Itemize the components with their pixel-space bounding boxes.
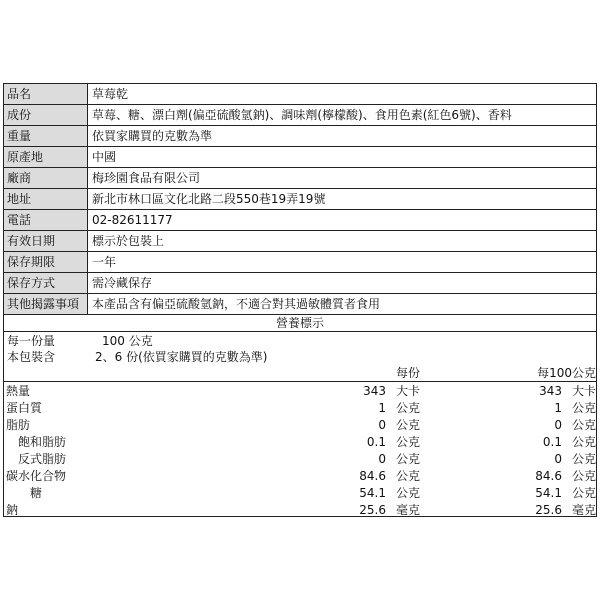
info-row (4, 231, 596, 252)
info-row-value: 02-82611177 (92, 213, 173, 227)
info-row (4, 294, 596, 315)
per-100g-value: 84.6 (535, 469, 562, 483)
per-serving-value: 1 (378, 401, 386, 415)
info-row (4, 84, 596, 105)
nutrition-row (4, 400, 596, 417)
per-100g-value: 343 (539, 384, 562, 398)
nutrition-title: 營養標示 (4, 315, 596, 332)
info-row-value: 標示於包裝上 (92, 234, 165, 248)
info-row (4, 168, 596, 189)
per-serving-value: 0 (378, 418, 386, 432)
nutrition-header-divider (4, 381, 596, 382)
per-serving-unit: 公克 (395, 435, 420, 449)
nutrition-row (4, 383, 596, 400)
nutrient-name: 糖 (30, 486, 43, 500)
info-row-value: 草莓、糖、漂白劑(偏亞硫酸氫鈉)、調味劑(檸檬酸)、食用色素(紅色6號)、香料 (92, 108, 512, 122)
per-serving-unit: 公克 (395, 452, 420, 466)
serving-size-value: 100 公克 (102, 334, 153, 348)
nutrient-name: 飽和脂肪 (18, 435, 67, 449)
info-row-label: 保存期限 (4, 252, 88, 272)
per-serving-value: 25.6 (359, 503, 386, 517)
nutrient-name: 熱量 (6, 384, 31, 398)
info-row-value: 中國 (92, 150, 117, 164)
per-100g-unit: 毫克 (571, 503, 596, 517)
per-serving-value: 84.6 (359, 469, 386, 483)
per-100g-value: 0 (554, 418, 562, 432)
per-serving-unit: 公克 (395, 486, 420, 500)
per-100g-value: 0 (554, 452, 562, 466)
nutrition-row (4, 502, 596, 519)
servings-per-package-value: 2、6 份(依買家購買的克數為準) (95, 350, 268, 364)
per-100g-unit: 大卡 (571, 384, 596, 398)
per-serving-unit: 大卡 (395, 384, 420, 398)
per-serving-value: 0 (378, 452, 386, 466)
per-serving-unit: 公克 (395, 469, 420, 483)
per-100g-value: 1 (554, 401, 562, 415)
nutrition-row (4, 468, 596, 485)
per-serving-value: 54.1 (359, 486, 386, 500)
nutrition-row (4, 451, 596, 468)
column-header-per-serving: 每份 (395, 366, 420, 380)
info-row-value: 草莓乾 (92, 87, 129, 101)
per-serving-unit: 毫克 (395, 503, 420, 517)
info-row-label: 廠商 (4, 168, 88, 188)
info-row-label: 電話 (4, 210, 88, 230)
per-100g-unit: 公克 (571, 486, 596, 500)
per-100g-unit: 公克 (571, 452, 596, 466)
nutrition-row (4, 417, 596, 434)
info-row-label: 成份 (4, 105, 88, 125)
product-info-sheet (3, 83, 597, 517)
per-100g-value: 0.1 (542, 435, 562, 449)
per-100g-unit: 公克 (571, 469, 596, 483)
servings-per-package-row (7, 349, 587, 365)
per-100g-value: 54.1 (535, 486, 562, 500)
info-row (4, 273, 596, 294)
info-row-label: 原產地 (4, 147, 88, 167)
info-row-value: 需冷藏保存 (92, 276, 153, 290)
nutrition-row (4, 485, 596, 502)
serving-size-row (7, 333, 587, 349)
info-row-label: 其他揭露事項 (4, 294, 88, 314)
info-row-value: 一年 (92, 255, 117, 269)
info-row-value: 依買家購買的克數為準 (92, 129, 213, 143)
info-row (4, 126, 596, 147)
nutrient-name: 蛋白質 (6, 401, 43, 415)
per-serving-value: 0.1 (366, 435, 386, 449)
info-row-value: 本產品含有偏亞硫酸氫鈉，不適合對其過敏體質者食用 (92, 297, 381, 311)
info-row-label: 重量 (4, 126, 88, 146)
info-row-label: 地址 (4, 189, 88, 209)
info-row (4, 210, 596, 231)
nutrient-name: 碳水化合物 (6, 469, 67, 483)
info-row (4, 252, 596, 273)
info-row (4, 189, 596, 210)
serving-size-label: 每一份量 (7, 334, 56, 348)
per-serving-value: 343 (363, 384, 386, 398)
info-row-label: 有效日期 (4, 231, 88, 251)
info-row-label: 保存方式 (4, 273, 88, 293)
column-header-per-100g: 每100公克 (537, 366, 596, 380)
info-row (4, 105, 596, 126)
per-100g-unit: 公克 (571, 435, 596, 449)
info-row-value: 新北市林口區文化北路二段550巷19弄19號 (92, 192, 326, 206)
per-100g-unit: 公克 (571, 401, 596, 415)
per-serving-unit: 公克 (395, 401, 420, 415)
per-100g-value: 25.6 (535, 503, 562, 517)
nutrient-name: 鈉 (6, 503, 19, 517)
info-row (4, 147, 596, 168)
servings-per-package-label: 本包裝含 (7, 350, 56, 364)
info-row-value: 梅珍園食品有限公司 (92, 171, 201, 185)
per-serving-unit: 公克 (395, 418, 420, 432)
nutrient-name: 反式脂肪 (18, 452, 67, 466)
nutrient-name: 脂肪 (6, 418, 31, 432)
info-row-label: 品名 (4, 84, 88, 104)
per-100g-unit: 公克 (571, 418, 596, 432)
nutrition-row (4, 434, 596, 451)
